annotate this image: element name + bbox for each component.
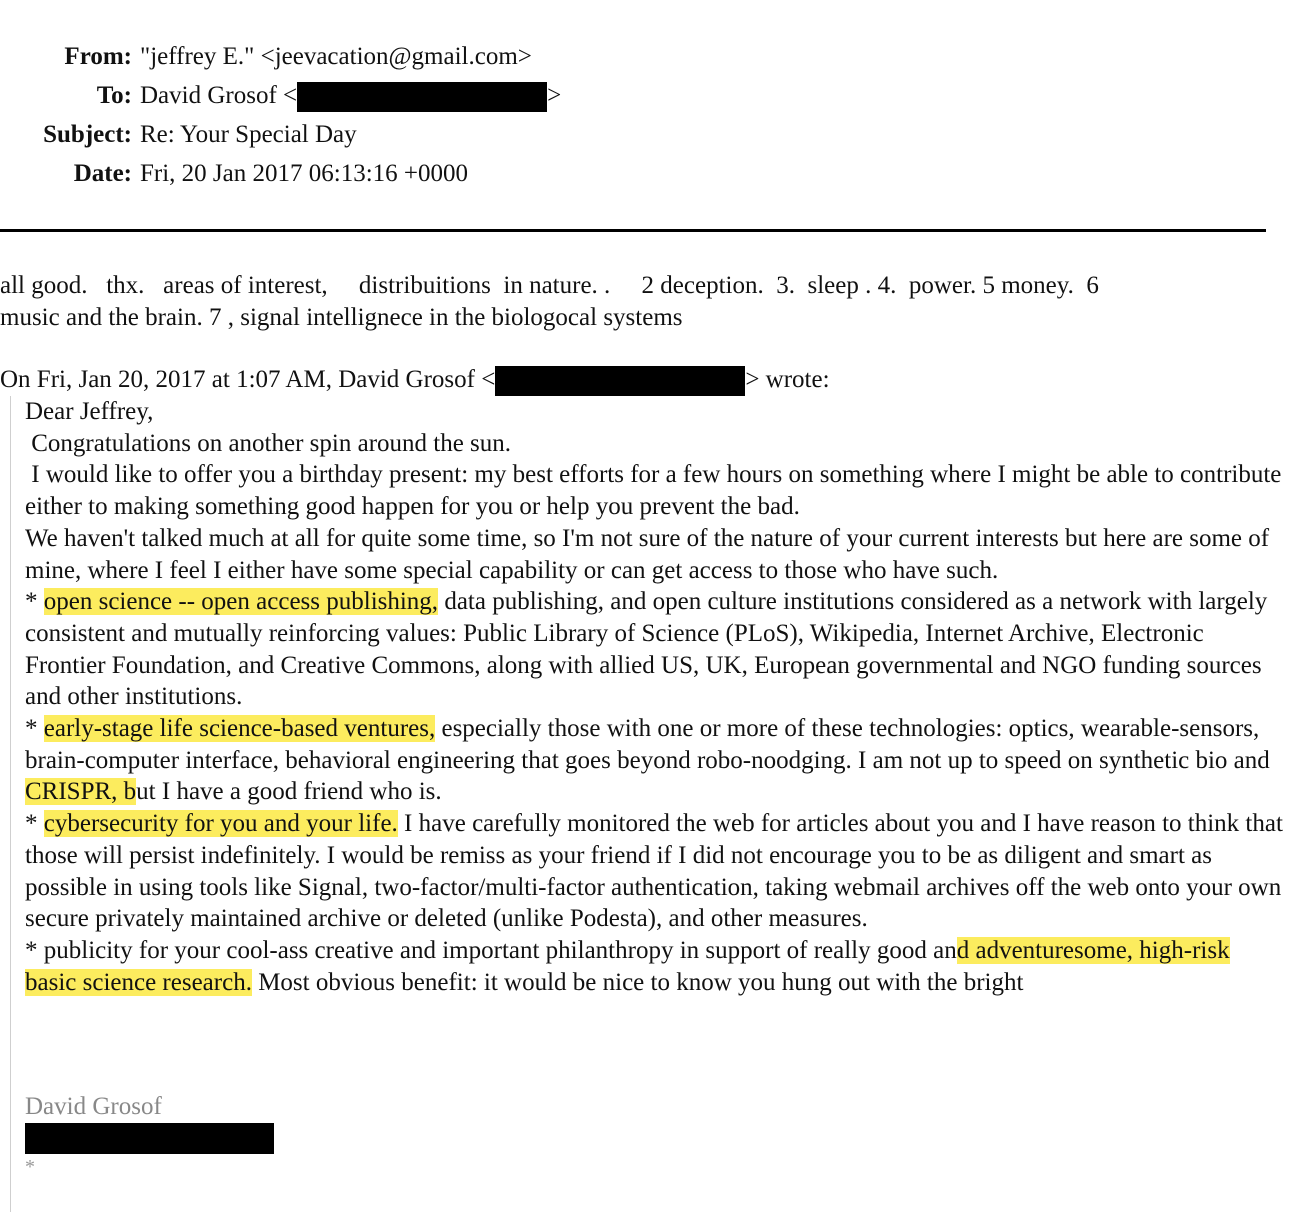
greeting: Dear Jeffrey, [25,398,154,425]
bullet-text: especially those with one or more of these technologies: optics, wearable-sensors, brain-computer interface, behavioral engineering that goes beyond robo-noodging. I am not up to speed on synthetic bio and [25,715,1270,774]
highlight: d adventuresome, high-risk basic science research. [25,936,1230,996]
reply-line-1: all good. thx. areas of interest, distribuitions in nature. . 2 deception. 3. sleep . 4. power. 5 money. 6 [0,272,1099,299]
quote-bar [10,396,11,1212]
signature-star: * [25,1156,35,1178]
redaction-bar [495,366,745,396]
bullet-text: ut I have a good friend who is. [136,778,442,806]
highlight: open science -- open access publishing, [43,588,439,616]
bullet-life-science [25,713,1287,808]
attribution-prefix: On Fri, Jan 20, 2017 at 1:07 AM, David Grosof < [0,366,496,393]
header-divider [0,229,1266,232]
bullet-text: Most obvious benefit: it would be nice to know you hung out with the bright [251,968,1024,996]
highlight: cybersecurity for you and your life. [43,810,398,838]
bullet-open-science [25,586,1287,713]
redaction-bar [297,82,547,112]
from-value: "jeffrey E." <jeevacation@gmail.com> [140,43,532,70]
bullet-star: * [25,588,44,616]
bullet-text: * publicity for your cool-ass creative and important philanthropy in support of really good an [25,936,957,964]
bullet-star: * [25,810,44,838]
congrats-line: Congratulations on another spin around the sun. [25,429,512,457]
redaction-bar [25,1123,274,1154]
subject-value: Re: Your Special Day [140,121,357,148]
quoted-message [25,396,1287,998]
bullet-publicity [25,935,1287,998]
bullet-text: I have carefully monitored the web for articles about you and I have reason to think that those will persist indefinitely. I would be remiss as your friend if I did not encourage you to be as diligent and smart as possible in using tools like Signal, two-factor/multi-factor authentication, taking webmail archives off the web onto your own secure privately maintained archive or deleted (unlike Podesta), and other measures. [25,810,1283,933]
from-label: From: [64,43,132,70]
reply-body [0,270,1290,334]
date-row [0,159,468,189]
subject-row [0,120,357,150]
from-row [0,42,532,72]
highlight: early-stage life science-based ventures, [43,715,436,743]
to-label: To: [96,82,132,109]
interests-paragraph: We haven't talked much at all for quite some time, so I'm not sure of the nature of your current interests but here are some of mine, where I feel I either have some special capability or can get access to those who have such. [25,524,1270,584]
subject-label: Subject: [43,121,132,148]
attribution-suffix: > wrote: [745,366,830,393]
date-value: Fri, 20 Jan 2017 06:13:16 +0000 [140,160,468,187]
bullet-star: * [25,715,44,743]
to-row [0,81,561,112]
highlight: CRISPR, b [25,778,137,806]
date-label: Date: [73,160,132,187]
reply-line-2: music and the brain. 7 , signal intellignece in the biologocal systems [0,304,683,331]
signature-name: David Grosof [25,1093,162,1120]
bullet-text: data publishing, and open culture institutions considered as a network with largely consistent and mutually reinforcing values: Public Library of Science (PLoS), Wikipedia, Internet Archive, Electronic Frontier Foundation, and Creative Commons, along with allied US, UK, European governmental and NGO funding sources and other institutions. [25,588,1268,711]
bullet-cybersecurity [25,808,1287,935]
quote-attribution [0,364,830,396]
offer-paragraph: I would like to offer you a birthday present: my best efforts for a few hours on something where I might be able to contribute either to making something good happen for you or help you prevent the bad. [25,461,1288,521]
to-value-suffix: > [547,82,562,109]
to-value-prefix: David Grosof < [140,82,298,109]
